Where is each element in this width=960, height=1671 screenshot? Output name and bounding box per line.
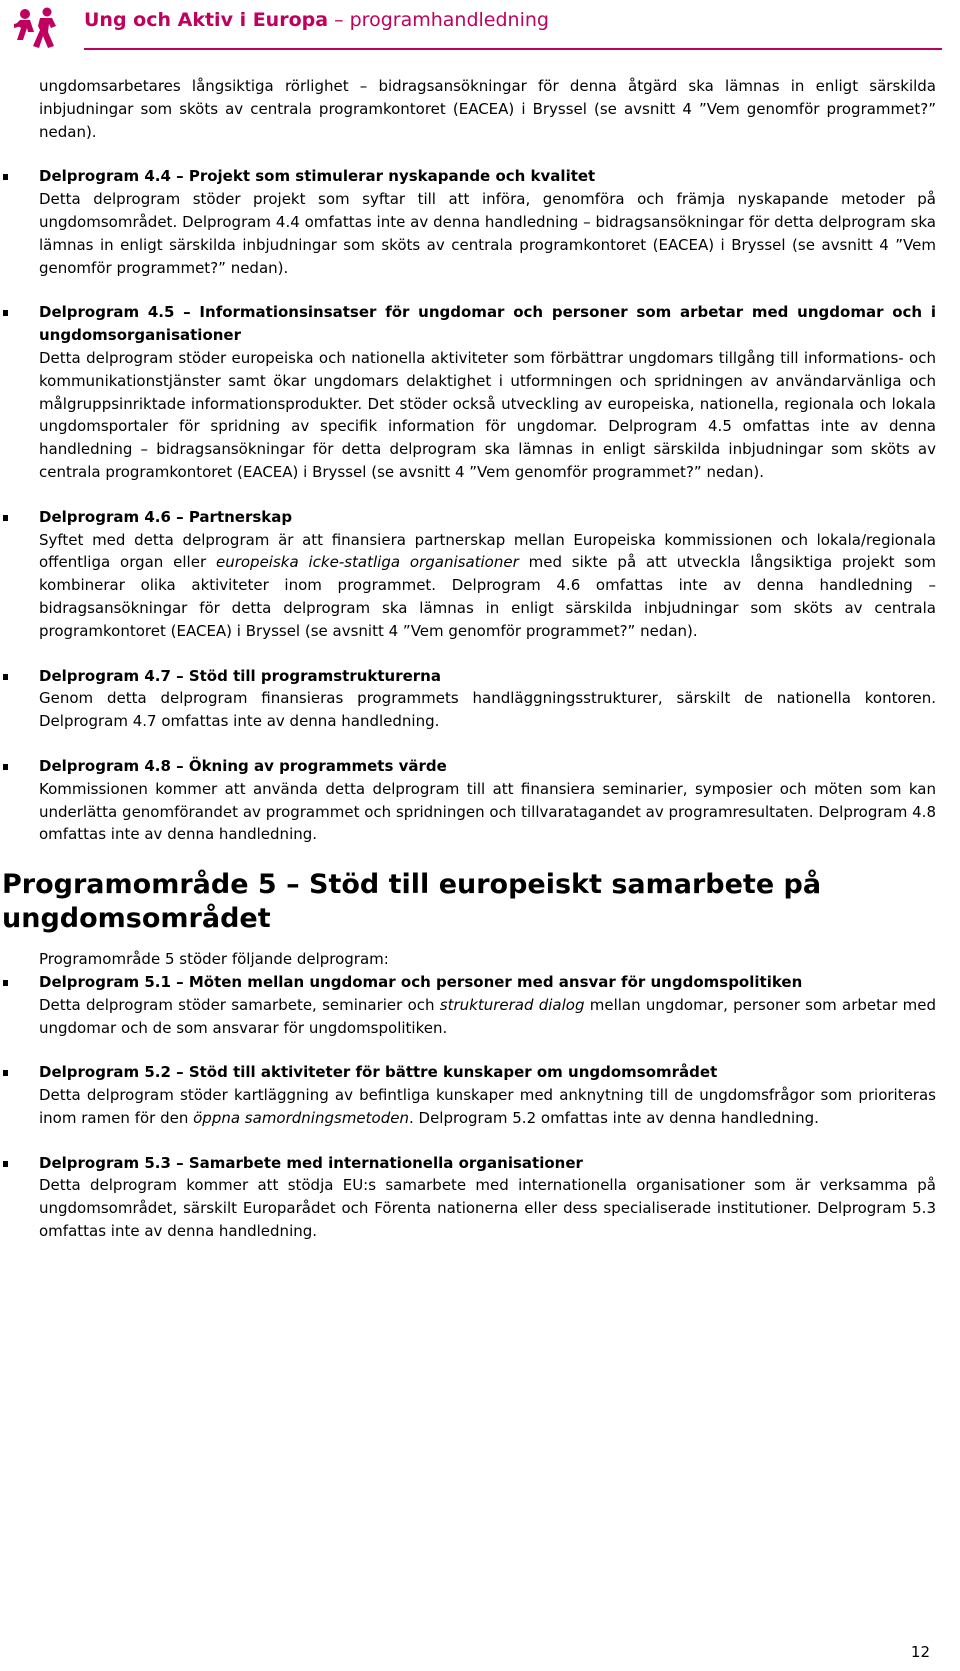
list-item-4-5 (39, 301, 936, 483)
item-text (39, 529, 936, 643)
item-text-emphasis: strukturerad dialog (439, 995, 585, 1014)
item-heading: Delprogram 4.8 – Ökning av programmets värde (39, 756, 447, 775)
list-item-4-4 (39, 165, 936, 279)
list-item-5-2 (39, 1061, 936, 1129)
bullet-icon (3, 515, 8, 521)
item-text: Kommissionen kommer att använda detta delprogram till att finansiera seminarier, symposier och möten som kan underlätta genomförandet av programmet och spridningen och tillvaratagandet av programresultaten. Delprogram 4.8 omfattas inte av denna handledning. (39, 779, 936, 844)
bullet-icon (3, 174, 8, 180)
header-rule (84, 48, 942, 50)
item-heading: Delprogram 5.3 – Samarbete med internationella organisationer (39, 1153, 583, 1172)
document-body (2, 75, 936, 1265)
section-title: Programområde 5 – Stöd till europeiskt samarbete på ungdomsområdet (2, 869, 822, 935)
item-heading: Delprogram 5.1 – Möten mellan ungdomar och personer med ansvar för ungdomspolitiken (39, 972, 803, 991)
item-text (39, 994, 936, 1040)
item-heading: Delprogram 4.5 – Informationsinsatser för ungdomar och personer som arbetar med ungdomar och i ungdomsorganisationer (39, 303, 936, 345)
item-text-part: Detta delprogram stöder samarbete, seminarier och (39, 995, 440, 1014)
page-header (0, 0, 960, 54)
section-intro: Programområde 5 stöder följande delprogram: (39, 950, 389, 969)
item-text: Detta delprogram kommer att stödja EU:s samarbete med internationella organisationer som är verksamma på ungdomsområdet, särskilt Europarådet och Förenta nationerna eller dess specialiserade institutioner. Delprogram 5.3 omfattas inte av denna handledning. (39, 1176, 936, 1241)
list-item-5-1 (39, 971, 936, 1039)
item-heading: Delprogram 4.4 – Projekt som stimulerar nyskapande och kvalitet (39, 167, 596, 186)
list-item-4-8 (39, 755, 936, 846)
item-heading: Delprogram 4.6 – Partnerskap (39, 507, 293, 526)
header-title-program: Ung och Aktiv i Europa (84, 9, 329, 31)
list-item-4-6 (39, 506, 936, 643)
item-text: Genom detta delprogram finansieras programmets handläggningsstrukturer, särskilt de nationella kontoren. Delprogram 4.7 omfattas inte av denna handledning. (39, 689, 936, 731)
item-text-emphasis: europeiska icke-statliga organisationer (215, 553, 519, 572)
item-text: Detta delprogram stöder europeiska och nationella aktiviteter som förbättrar ungdomars tillgång till informations- och kommunikationstjänster samt ökar ungdomars delaktighet i utformningen och spridningen av användarvänliga och målgruppsinriktade informationsprodukter. Det stöder också utveckling av europeiska, nationella, regionala och lokala ungdomsportaler för spridning av specifik information för ungdomar. Delprogram 4.5 omfattas inte av denna handledning – bidragsansökningar för detta delprogram ska lämnas in enligt särskilda inbjudningar som sköts av centrala programkontoret (EACEA) i Bryssel (se avsnitt 4 ”Vem genomför programmet?” nedan). (39, 348, 936, 481)
page-number: 12 (910, 1643, 930, 1661)
bullet-icon (3, 1161, 8, 1167)
item-text-emphasis: öppna samordningsmetoden (193, 1108, 409, 1127)
bullet-icon (3, 674, 8, 680)
item-heading: Delprogram 4.7 – Stöd till programstrukturerna (39, 666, 441, 685)
list-item-4-7 (39, 665, 936, 733)
youth-in-action-logo-icon (12, 6, 62, 52)
bullet-icon (3, 310, 8, 316)
header-title (84, 9, 549, 31)
list-item-5-3 (39, 1152, 936, 1243)
item-text-part: . Delprogram 5.2 omfattas inte av denna handledning. (408, 1108, 819, 1127)
item-text-part: med sikte på att utveckla långsiktiga projekt som kombinerar olika aktiviteter inom programmet. Delprogram 4.6 omfattas inte av denna handledning – bidragsansökningar för detta delprogram ska lämnas in enligt särskilda inbjudningar som sköts av centrala programkontoret (EACEA) i Bryssel (se avsnitt 4 ”Vem genomför programmet?” nedan). (39, 553, 936, 640)
item-text (39, 1084, 936, 1130)
header-title-subtitle: – programhandledning (328, 9, 549, 31)
item-text-part: mellan ungdomar, personer som arbetar med ungdomar och de som ansvarar för ungdomspolitiken. (39, 995, 936, 1037)
item-text-part: Detta delprogram stöder kartläggning av befintliga kunskaper med anknytning till de ungdomsfrågor som prioriteras inom ramen för den (39, 1086, 936, 1127)
item-text: Detta delprogram stöder projekt som syftar till att införa, genomföra och främja nyskapande metoder på ungdomsområdet. Delprogram 4.4 omfattas inte av denna handledning – bidragsansökningar för detta delprogram ska lämnas in enligt särskilda inbjudningar som sköts av centrala programkontoret (EACEA) i Bryssel (se avsnitt 4 ”Vem genomför programmet?” nedan). (39, 190, 936, 277)
intro-continuation: ungdomsarbetares långsiktiga rörlighet – bidragsansökningar för denna åtgärd ska lämnas in enligt särskilda inbjudningar som sköts av centrala programkontoret (EACEA) i Bryssel (se avsnitt 4 ”Vem genomför programmet?” nedan). (39, 77, 936, 141)
item-heading: Delprogram 5.2 – Stöd till aktiviteter för bättre kunskaper om ungdomsområdet (39, 1063, 718, 1082)
bullet-icon (3, 764, 8, 770)
bullet-icon (3, 980, 8, 986)
item-text-part: Syftet med detta delprogram är att finansiera partnerskap mellan Europeiska kommissionen och lokala/regionala offentliga organ eller (39, 530, 936, 572)
bullet-icon (3, 1070, 8, 1076)
